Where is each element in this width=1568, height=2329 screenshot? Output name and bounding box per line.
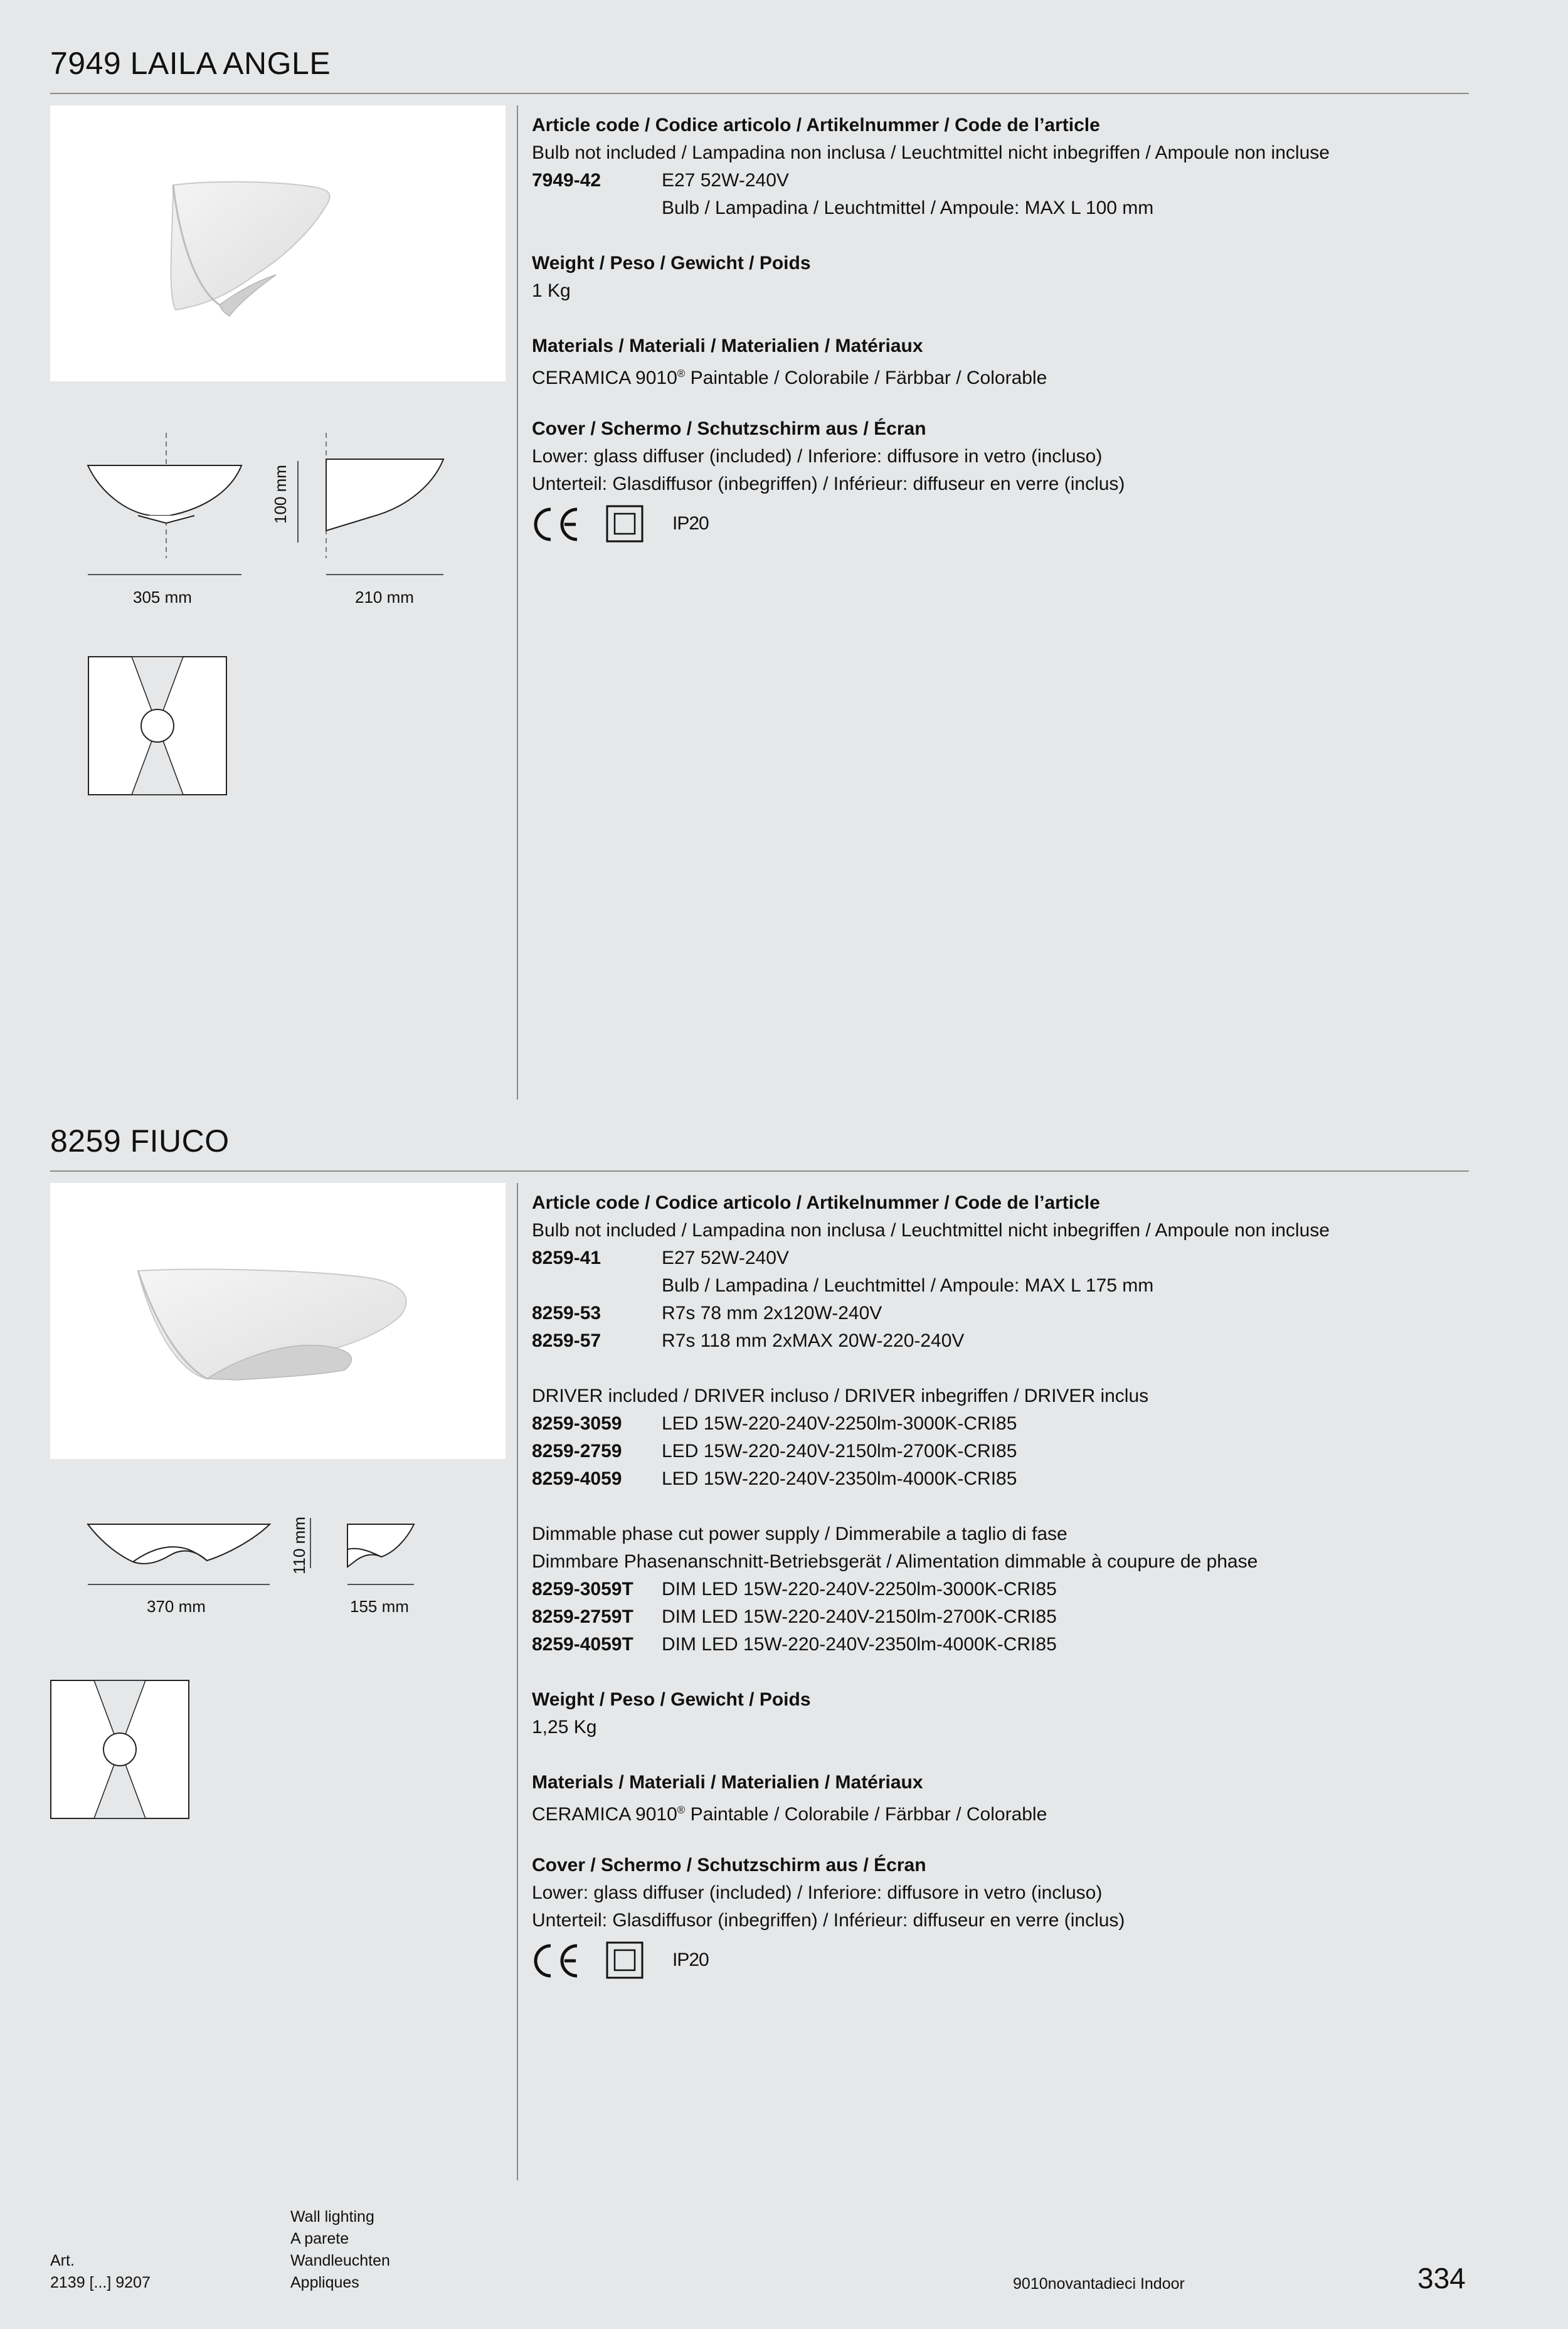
- front-view-drawing: [82, 1512, 282, 1600]
- materials-value: [532, 1796, 1473, 1824]
- driver-desc: LED 15W-220-240V-2250lm-3000K-CRI85: [662, 1413, 1017, 1434]
- column-divider: [517, 1183, 518, 2180]
- weight-heading: Weight / Peso / Gewicht / Poids: [532, 253, 811, 273]
- cover-line: Lower: glass diffuser (included) / Inferiore: diffusore in vetro (incluso): [532, 446, 1103, 467]
- bulb-note: Bulb not included / Lampadina non inclusa / Leuchtmittel nicht inbegriffen / Ampoule non incluse: [532, 1220, 1330, 1241]
- spec-column: [532, 1189, 1473, 1982]
- footer-collection: 9010novantadieci Indoor: [1013, 2275, 1185, 2293]
- side-view-drawing: [344, 1512, 432, 1600]
- article-row: [532, 1327, 1473, 1355]
- category-line: Wandleuchten: [290, 2252, 390, 2269]
- dimmable-row: [532, 1576, 1473, 1603]
- dimmable-line: Dimmable phase cut power supply / Dimmerabile a taglio di fase: [532, 1524, 1067, 1544]
- product-photo: [50, 1183, 506, 1459]
- footer-art-label: Art.: [50, 2252, 75, 2269]
- certifications: [532, 1938, 1473, 1982]
- dimension-depth: 155 mm: [350, 1597, 409, 1616]
- article-code: 8259-41: [532, 1248, 601, 1268]
- page-number: 334: [1417, 2262, 1466, 2295]
- article-row: [532, 1300, 1473, 1327]
- cover-line: Unterteil: Glasdiffusor (inbegriffen) / Inférieur: diffuseur en verre (inclus): [532, 1910, 1125, 1931]
- dimmable-row: [532, 1603, 1473, 1631]
- article-code: [532, 194, 662, 222]
- materials-value: [532, 360, 1473, 388]
- category-line: Wall lighting: [290, 2208, 374, 2226]
- bulb-note: Bulb not included / Lampadina non inclusa / Leuchtmittel nicht inbegriffen / Ampoule non incluse: [532, 142, 1330, 163]
- registered-mark: ®: [677, 1804, 686, 1816]
- dimension-height: 110 mm: [290, 1517, 309, 1574]
- dimension-width: 370 mm: [147, 1597, 206, 1616]
- driver-row: [532, 1438, 1473, 1465]
- dimmable-row: [532, 1631, 1473, 1658]
- class-ii-insulation-icon: [606, 505, 644, 543]
- dimension-height: 100 mm: [271, 465, 290, 524]
- dimmable-desc: DIM LED 15W-220-240V-2150lm-2700K-CRI85: [662, 1606, 1057, 1627]
- lamp-photo-laila: [50, 105, 506, 381]
- driver-code: 8259-3059: [532, 1413, 622, 1434]
- dimension-width: 305 mm: [133, 588, 192, 607]
- product-photo: [50, 105, 506, 381]
- article-code: 8259-57: [532, 1330, 601, 1351]
- dimmable-line: Dimmbare Phasenanschnitt-Betriebsgerät / Alimentation dimmable à coupure de phase: [532, 1551, 1258, 1572]
- height-dimension-line: [295, 461, 320, 586]
- ce-mark-icon: [532, 506, 581, 542]
- cover-heading: Cover / Schermo / Schutzschirm aus / Écran: [532, 418, 926, 439]
- driver-row: [532, 1465, 1473, 1493]
- article-desc: R7s 78 mm 2x120W-240V: [662, 1303, 882, 1324]
- material-name: CERAMICA 9010: [532, 1804, 677, 1825]
- title-rule: [50, 93, 1469, 94]
- ip-rating: IP20: [672, 513, 709, 534]
- front-view-drawing: [75, 433, 263, 596]
- article-code-heading: Article code / Codice articolo / Artikelnummer / Code de l’article: [532, 115, 1100, 135]
- weight-value: 1 Kg: [532, 280, 571, 301]
- light-emission-diagram: [88, 656, 228, 797]
- dimmable-code: 8259-3059T: [532, 1579, 633, 1600]
- article-code: 8259-53: [532, 1303, 601, 1324]
- article-row: [532, 194, 1473, 222]
- light-emission-diagram: [50, 1680, 191, 1820]
- lamp-photo-fiuco: [50, 1183, 506, 1459]
- footer-article: [50, 2250, 151, 2294]
- dimmable-code: 8259-2759T: [532, 1606, 633, 1627]
- certifications: [532, 502, 1473, 546]
- product-title: 8259 FIUCO: [50, 1123, 230, 1159]
- ce-mark-icon: [532, 1942, 581, 1978]
- article-desc: Bulb / Lampadina / Leuchtmittel / Ampoule: MAX L 100 mm: [662, 198, 1154, 218]
- article-desc: R7s 118 mm 2xMAX 20W-220-240V: [662, 1330, 965, 1351]
- article-code: 7949-42: [532, 170, 601, 191]
- materials-heading: Materials / Materiali / Materialien / Matériaux: [532, 336, 923, 356]
- product-title: 7949 LAILA ANGLE: [50, 46, 331, 81]
- side-view-drawing: [321, 433, 459, 596]
- column-divider: [517, 105, 518, 1100]
- dimmable-code: 8259-4059T: [532, 1634, 633, 1655]
- dimmable-desc: DIM LED 15W-220-240V-2350lm-4000K-CRI85: [662, 1634, 1057, 1655]
- article-desc: E27 52W-240V: [662, 1248, 789, 1268]
- spec-column: [532, 112, 1473, 546]
- cover-line: Lower: glass diffuser (included) / Inferiore: diffusore in vetro (incluso): [532, 1882, 1103, 1903]
- material-colorable: Paintable / Colorabile / Färbbar / Colorable: [685, 1804, 1047, 1825]
- registered-mark: ®: [677, 368, 686, 379]
- class-ii-insulation-icon: [606, 1941, 644, 1979]
- article-code-heading: Article code / Codice articolo / Artikelnummer / Code de l’article: [532, 1192, 1100, 1213]
- driver-desc: LED 15W-220-240V-2150lm-2700K-CRI85: [662, 1441, 1017, 1462]
- cover-heading: Cover / Schermo / Schutzschirm aus / Écran: [532, 1855, 926, 1875]
- ip-rating: IP20: [672, 1950, 709, 1970]
- material-colorable: Paintable / Colorabile / Färbbar / Colorable: [685, 368, 1047, 388]
- article-row: [532, 167, 1473, 194]
- height-dimension-line: [307, 1518, 332, 1606]
- material-name: CERAMICA 9010: [532, 368, 677, 388]
- category-line: Appliques: [290, 2274, 359, 2291]
- footer-category: [290, 2206, 390, 2294]
- dimension-depth: 210 mm: [355, 588, 414, 607]
- driver-desc: LED 15W-220-240V-2350lm-4000K-CRI85: [662, 1468, 1017, 1489]
- category-line: A parete: [290, 2230, 349, 2247]
- article-row: [532, 1272, 1473, 1300]
- title-rule: [50, 1170, 1469, 1172]
- driver-heading: DRIVER included / DRIVER incluso / DRIVER inbegriffen / DRIVER inclus: [532, 1386, 1149, 1406]
- driver-code: 8259-4059: [532, 1468, 622, 1489]
- driver-row: [532, 1410, 1473, 1438]
- article-code: [532, 1272, 662, 1300]
- article-desc: Bulb / Lampadina / Leuchtmittel / Ampoule: MAX L 175 mm: [662, 1275, 1154, 1296]
- article-row: [532, 1244, 1473, 1272]
- materials-heading: Materials / Materiali / Materialien / Matériaux: [532, 1772, 923, 1793]
- cover-line: Unterteil: Glasdiffusor (inbegriffen) / Inférieur: diffuseur en verre (inclus): [532, 474, 1125, 494]
- dimmable-desc: DIM LED 15W-220-240V-2250lm-3000K-CRI85: [662, 1579, 1057, 1600]
- footer-art-range: 2139 [...] 9207: [50, 2274, 151, 2291]
- article-desc: E27 52W-240V: [662, 170, 789, 191]
- weight-value: 1,25 Kg: [532, 1717, 597, 1737]
- driver-code: 8259-2759: [532, 1441, 622, 1462]
- weight-heading: Weight / Peso / Gewicht / Poids: [532, 1689, 811, 1710]
